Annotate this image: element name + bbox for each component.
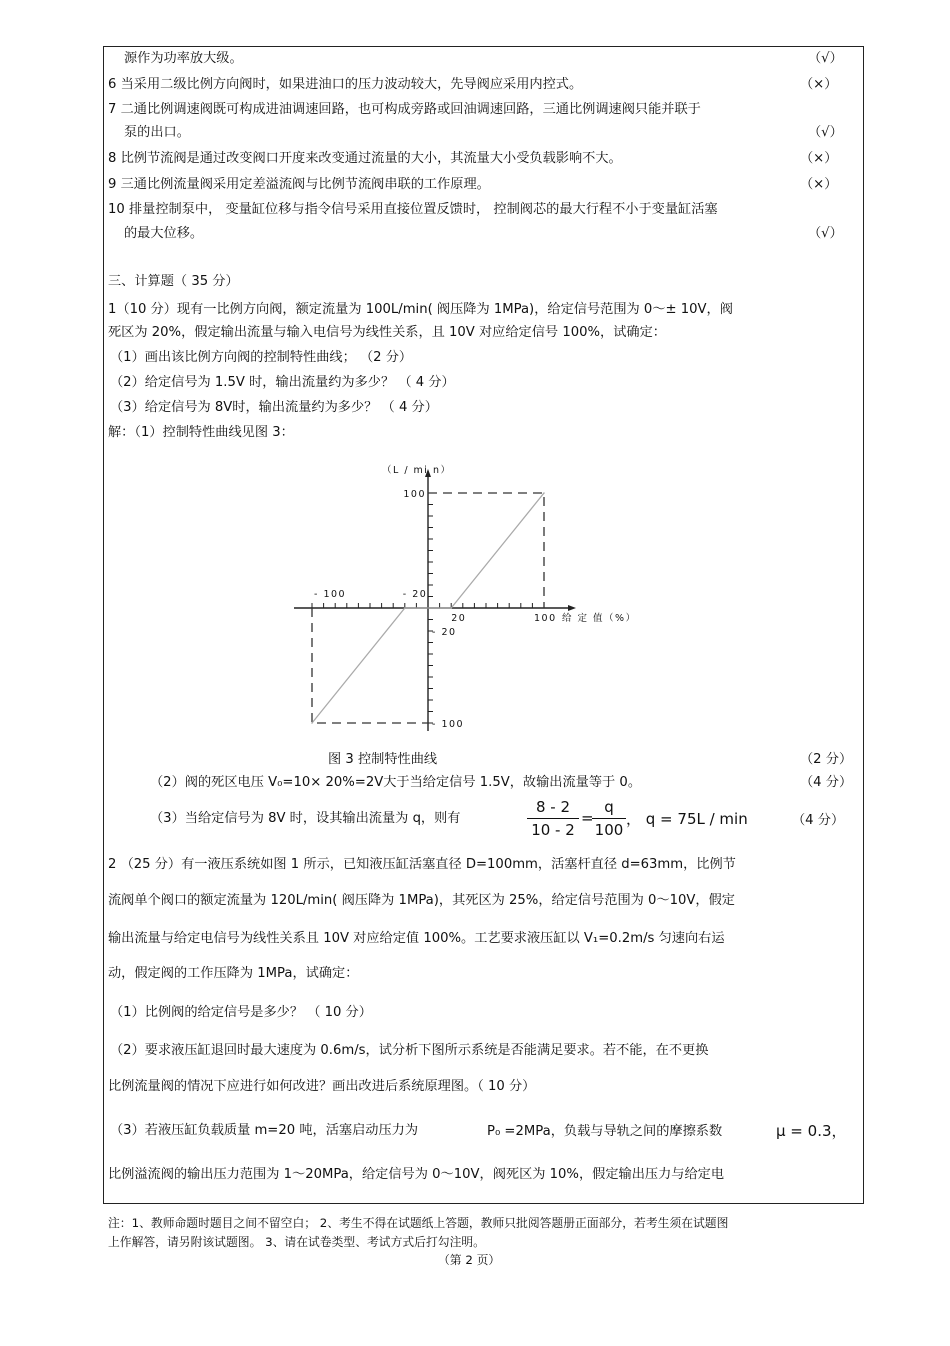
- judge-line-10: 10 排量控制泵中， 变量缸位移与指令信号采用直接位置反馈时， 控制阀芯的最大行程不小于变量缸活塞: [108, 202, 718, 217]
- fraction-1-numerator: 8 - 2: [535, 798, 571, 816]
- y-tick-label-neg20: - 20: [432, 627, 457, 638]
- x-tick-label-100: 100: [534, 613, 557, 624]
- x-tick-label-neg20: - 20: [402, 589, 428, 600]
- judge-line-10b: 的最大位移。: [124, 226, 204, 241]
- q2-part-2: （2）要求液压缸退回时最大速度为 0.6m/s，试分析下图所示系统是否能满足要求。若不能，在不更换: [110, 1043, 709, 1058]
- fraction-2-denominator: 100: [594, 821, 624, 839]
- equals-sign: =: [581, 809, 594, 827]
- x-tick-label-neg100: - 100: [314, 589, 347, 600]
- fraction-2: [592, 798, 626, 839]
- judge-line-7b: 泵的出口。: [124, 125, 190, 140]
- q1-line-1: 1（10 分）现有一比例方向阀，额定流量为 100L/min( 阀压降为 1MPa)，给定信号范围为 0～± 10V，阀: [108, 302, 733, 317]
- q1-answer-intro: 解：（1）控制特性曲线见图 3：: [108, 425, 294, 440]
- judge-mark-9: （×）: [800, 177, 838, 192]
- footer-note-2: 上作解答，请另附该试题图。 3、请在试卷类型、考试方式后打勾注明。: [108, 1235, 485, 1249]
- q1-part-2: （2）给定信号为 1.5V 时，输出流量约为多少？ （ 4 分）: [110, 375, 455, 390]
- data-point: [311, 722, 313, 724]
- x-axis-arrow: [568, 605, 576, 611]
- fraction-1: [527, 798, 579, 839]
- y-tick-label-neg100: - 100: [432, 719, 465, 730]
- q2-line-1: 2 （25 分）有一液压系统如图 1 所示，已知液压缸活塞直径 D=100mm，活塞杆直径 d=63mm，比例节: [108, 857, 736, 872]
- answer-3-score: （4 分）: [792, 813, 845, 828]
- footer-note-1: 注：1、教师命题时题目之间不留空白； 2、考生不得在试题纸上答题，教师只批阅答题册正面部分，若考生须在试题图: [108, 1216, 729, 1230]
- section-title: 三、计算题（ 35 分）: [108, 274, 239, 289]
- y-axis-label: （L / mi n）: [382, 465, 452, 476]
- data-point: [404, 607, 406, 609]
- fraction-1-denominator: 10 - 2: [531, 821, 575, 839]
- judge-mark-6: （×）: [800, 77, 838, 92]
- x-tick-label-20: 20: [451, 613, 467, 624]
- judge-line-1: 源作为功率放大级。: [124, 51, 243, 66]
- answer-3-result: ， q = 75L / min: [626, 810, 748, 828]
- judge-line-7: 7 二通比例调速阀既可构成进油调速回路，也可构成旁路或回油调速回路，三通比例调速阀只能并联于: [108, 102, 701, 117]
- judge-mark-1: （√）: [808, 51, 843, 66]
- judge-line-9: 9 三通比例流量阀采用定差溢流阀与比例节流阀串联的工作原理。: [108, 177, 490, 192]
- q2-part-2b: 比例流量阀的情况下应进行如何改进？画出改进后系统原理图。（ 10 分）: [108, 1079, 536, 1094]
- q2-part-3-mu: μ = 0.3，: [776, 1122, 847, 1140]
- q2-line-4: 动，假定阀的工作压降为 1MPa，试确定：: [108, 966, 359, 981]
- q1-part-3: （3）给定信号为 8V时，输出流量约为多少？ （ 4 分）: [110, 400, 438, 415]
- judge-mark-8: （×）: [800, 151, 838, 166]
- q2-part-3: （3）若液压缸负载质量 m=20 吨，活塞启动压力为: [110, 1123, 419, 1138]
- judge-mark-7: （√）: [808, 125, 843, 140]
- q2-line-2: 流阀单个阀口的额定流量为 120L/min( 阀压降为 1MPa)，其死区为 25%，给定信号范围为 0～10V，假定: [108, 893, 735, 908]
- guide-dash-positive: [428, 493, 544, 608]
- data-point: [543, 492, 545, 494]
- x-axis-label: 给 定 值（%）: [562, 613, 637, 624]
- y-tick-label-100: 100: [403, 489, 426, 500]
- q1-part-1: （1）画出该比例方向阀的控制特性曲线； （2 分）: [110, 350, 413, 365]
- judge-line-8: 8 比例节流阀是通过改变阀口开度来改变通过流量的大小，其流量大小受负载影响不大。: [108, 151, 622, 166]
- data-point: [450, 607, 452, 609]
- judge-mark-10: （√）: [808, 226, 843, 241]
- answer-3: （3）当给定信号为 8V 时，设其输出流量为 q，则有: [150, 811, 461, 826]
- fraction-2-numerator: q: [604, 798, 614, 816]
- q2-line-3: 输出流量与给定电信号为线性关系且 10V 对应给定值 100%。工艺要求液压缸以 V₁=0.2m/s 匀速向右运: [108, 931, 725, 946]
- control-characteristic-chart: [280, 455, 640, 750]
- q1-line-2: 死区为 20%，假定输出流量与输入电信号为线性关系，且 10V 对应给定信号 100%，试确定：: [108, 325, 666, 340]
- answer-2: （2）阀的死区电压 V₀=10× 20%=2V大于当给定信号 1.5V，故输出流量等于 0。: [150, 775, 642, 790]
- guide-dash-negative: [312, 608, 428, 723]
- judge-line-6: 6 当采用二级比例方向阀时，如果进油口的压力波动较大，先导阀应采用内控式。: [108, 77, 583, 92]
- q2-part-1: （1）比例阀的给定信号是多少？ （ 10 分）: [110, 1005, 372, 1020]
- page-number: （第 2 页）: [438, 1253, 501, 1267]
- figure-score: （2 分）: [800, 752, 853, 767]
- figure-caption: 图 3 控制特性曲线: [328, 752, 438, 767]
- answer-2-score: （4 分）: [800, 775, 853, 790]
- q2-line-9: 比例溢流阀的输出压力范围为 1～20MPa，给定信号为 0～10V，阀死区为 10%，假定输出压力与给定电: [108, 1167, 725, 1182]
- q2-part-3-pressure: P₀ =2MPa，负载与导轨之间的摩擦系数: [487, 1124, 723, 1139]
